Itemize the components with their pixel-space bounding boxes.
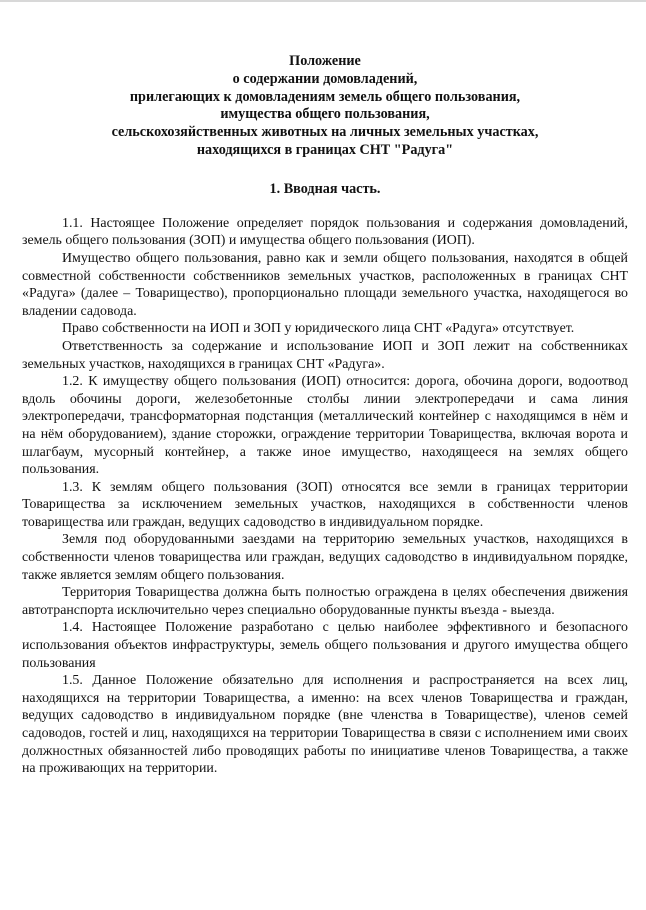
paragraph: 1.5. Данное Положение обязательно для исполнения и распространяется на всех лиц, находящихся на территории Товарищества, а именно: на всех членов Товарищества и граждан, ведущих садоводство в индивидуальном порядке (вне членства в Товариществе), членов семей садоводов, гостей и лиц, находящихся на территории Товарищества в связи с исполнением ими своих должностных обязанностей либо проводящих работы по инициативе членов Товарищества, а также на проживающих на территории. [22, 673, 628, 777]
paragraph: 1.3. К землям общего пользования (ЗОП) относятся все земли в границах территории Товарищества за исключением земельных участков, находящихся в собственности членов товарищества или граждан, ведущих садоводство в индивидуальном порядке. [22, 479, 628, 530]
title-line: сельскохозяйственных животных на личных земельных участках, [111, 124, 539, 141]
paragraph: Ответственность за содержание и использование ИОП и ЗОП лежит на собственниках земельных участков, находящихся в границах СНТ «Радуга». [22, 338, 628, 372]
paragraph: 1.2. К имуществу общего пользования (ИОП) относится: дорога, обочина дороги, водоотвод вдоль обочины дороги, железобетонные столбы линии электропередачи и сама линия электропередачи, трансформаторная подстанция (металлический контейнер с находящимся в нём и на нём оборудованием), здание сторожки, ограждение территории Товарищества, включая ворота и шлагбаум, мусорный контейнер, а также иное имущество, находящееся на землях общего пользования. [22, 374, 628, 478]
paragraph: Право собственности на ИОП и ЗОП у юридического лица СНТ «Радуга» отсутствует. [62, 321, 575, 337]
title-line: о содержании домовладений, [232, 70, 418, 87]
paragraph: Имущество общего пользования, равно как и земли общего пользования, находятся в общей совместной собственности собственников земельных участков, расположенных в границах СНТ «Радуга» (далее – Товарищество), пропорционально площади земельного участка, находящегося во владении садовода. [22, 250, 628, 319]
paragraph: 1.1. Настоящее Положение определяет порядок пользования и содержания домовладений, земель общего пользования (ЗОП) и имущества общего пользования (ИОП). [22, 215, 628, 249]
paragraph: Земля под оборудованными заездами на территорию земельных участков, находящихся в собственности членов товарищества или граждан, ведущих садоводство в индивидуальном порядке, также является землям общего пользования. [22, 532, 628, 583]
page-top-edge [0, 0, 646, 2]
title-line: прилегающих к домовладениям земель общего пользования, [129, 88, 521, 105]
document-title [22, 53, 628, 160]
title-line: имущества общего пользования, [220, 106, 430, 123]
document-body [22, 215, 628, 778]
title-line: Положение [289, 53, 361, 69]
paragraph: Территория Товарищества должна быть полностью ограждена в целях обеспечения движения автотранспорта исключительно через специально оборудованные пункты въезда - выезда. [22, 585, 628, 618]
paragraph: 1.4. Настоящее Положение разработано с целью наиболее эффективного и безопасного использования объектов инфраструктуры, земель общего пользования и другого имущества общего пользования [22, 620, 628, 671]
section-heading: 1. Вводная часть. [269, 180, 381, 197]
title-line: находящихся в границах СНТ "Радуга" [196, 141, 454, 158]
